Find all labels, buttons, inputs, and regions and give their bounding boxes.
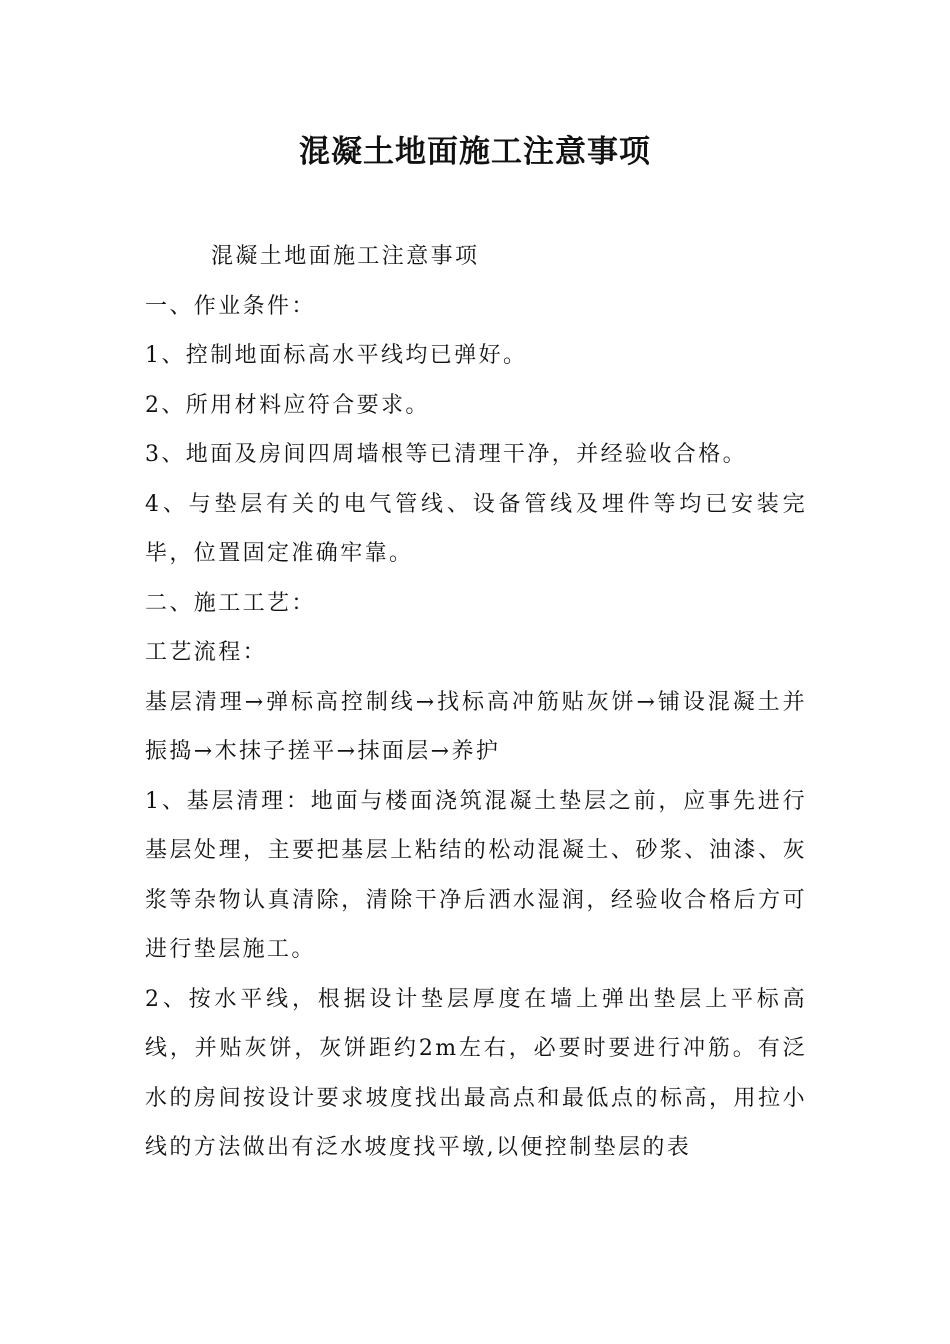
paragraph-condition-1: 1、控制地面标高水平线均已弹好。 (145, 343, 528, 368)
section-heading-work-conditions: 一、作业条件： (145, 293, 316, 319)
process-flow-steps: 基层清理→弹标高控制线→找标高冲筋贴灰饼→铺设混凝土并振捣→木抹子搓平→抹面层→养护 (145, 689, 807, 764)
paragraph-condition-4: 4、与垫层有关的电气管线、设备管线及埋件等均已安装完毕，位置固定准确牢靠。 (145, 491, 807, 566)
process-flow-heading: 工艺流程： (145, 640, 268, 665)
paragraph-step-1-base-cleaning: 1、基层清理：地面与楼面浇筑混凝土垫层之前，应事先进行基层处理，主要把基层上粘结的松动混凝土、砂浆、油漆、灰浆等杂物认真清除，清除干净后洒水湿润，经验收合格后方可进行垫层施工。 (145, 788, 807, 962)
paragraph-condition-3: 3、地面及房间四周墙根等已清理干净，并经验收合格。 (145, 442, 747, 467)
document-title: 混凝土地面施工注意事项 (299, 134, 651, 170)
paragraph-step-2-leveling: 2、按水平线，根据设计垫层厚度在墙上弹出垫层上平标高线，并贴灰饼，灰饼距约2m左右，必要时要进行冲筋。有泛水的房间按设计要求坡度找出最高点和最低点的标高，用拉小线的方法做出有泛水坡度找平墩,以便控制垫层的表 (145, 986, 807, 1160)
section-heading-construction-process: 二、施工工艺： (145, 590, 316, 616)
document-body (145, 232, 807, 1173)
paragraph-condition-2: 2、所用材料应符合要求。 (145, 392, 430, 418)
subtitle-paragraph: 混凝土地面施工注意事项 (211, 244, 480, 269)
